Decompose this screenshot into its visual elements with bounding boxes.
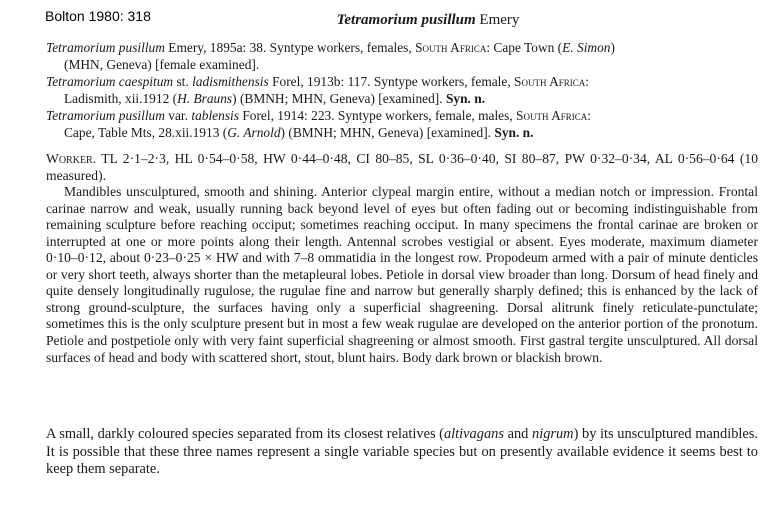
synonym-paren: ) [610, 40, 615, 55]
synonym-subname: tablensis [191, 108, 239, 123]
species-title [0, 12, 776, 29]
synonymy-mark: Syn. n. [494, 124, 534, 140]
synonym-locality-detail: : Cape Town ( [486, 40, 563, 55]
worker-measurements: . TL 2·1–2·3, HL 0·54–0·58, HW 0·44–0·48, CI 80–85, SL 0·36–0·40, SI 80–87, PW 0·32–0·34, AL 0·56–0·64 (10 measured). [46, 151, 758, 183]
worker-measurements-paragraph [46, 151, 758, 184]
synonym-depository: ) (BMNH; MHN, Geneva) [examined]. [280, 124, 495, 140]
synonym-locality-detail: Cape, Table Mts, 28.xii.1913 ( [64, 124, 228, 140]
species-author: Emery [479, 12, 520, 28]
synonym-rank: var. [164, 108, 192, 123]
synonym-citation: Forel, 1913b: 117. Syntype workers, female, [268, 74, 515, 89]
synonym-citation: Emery, 1895a: 38. Syntype workers, females, [164, 40, 416, 55]
synonym-name: Tetramorium caespitum [46, 74, 174, 89]
synonym-colon: : [587, 108, 591, 123]
synonym-depository: ) (BMNH; MHN, Geneva) [examined]. [232, 90, 446, 106]
diagnostic-remark [46, 426, 758, 479]
synonym-collector: E. Simon [562, 40, 611, 55]
worker-morphology: Mandibles unsculptured, smooth and shining. Anterior clypeal margin entire, without a median notch or impression. Frontal carinae narrow and weak, usually running back beyond level of eyes but often fading out or becoming indistinguishable from remaining sculpture before reaching occiput; sometimes reaching occiput. In many specimens the frontal carinae are broken or interrupted at one or more points along their length. Antennal scrobes vestigial or absent. Eyes moderate, maximum diameter 0·10–0·12, about 0·23–0·25 × HW and with 7–8 ommatidia in the longest row. Propodeum armed with a pair of minute denticles or very short teeth, always shorter than the metapleural lobes. Petiole in dorsal view broader than long. Dorsum of head finely and quite densely longitudinally rugulose, the rugulae fine and narrow but generally sharply defined; this is enhanced by the lack of strong ground-sculpture, the surfaces having only a superficial shagreening. Dorsal alitrunk finely reticulate-punctulate; sometimes this is the only sculpture present but in most a few weak rugulae are developed on the anterior portion of the pronotum. Petiole and postpetiole only with very faint superficial shagreening or almost smooth. First gastral tergite unsculptured. All dorsal surfaces of head and body with scattered short, stout, blunt hairs. Body dark brown or blackish brown. [46, 184, 758, 365]
synonym-name: Tetramorium pusillum [46, 108, 165, 123]
remark-text-start: A small, darkly coloured species separated from its closest relatives ( [46, 426, 444, 442]
synonym-detail [46, 91, 758, 108]
synonym-subname: ladismithensis [192, 74, 269, 89]
relative-species-2: nigrum [532, 426, 574, 442]
synonym-locality: South Africa [516, 108, 588, 123]
synonym-name: Tetramorium pusillum [46, 40, 165, 55]
synonym-rank: st. [173, 74, 193, 89]
synonym-citation: Forel, 1914: 223. Syntype workers, female, males, [238, 108, 517, 123]
synonym-detail [46, 125, 758, 142]
remark-text-end: ) by its unsculptured mandibles. It is possible that these three names represent a single variable species but on presently available evidence it seems best to keep them separate. [46, 426, 758, 477]
synonym-entry-1 [46, 40, 758, 73]
synonym-depository: (MHN, Geneva) [female examined]. [64, 56, 260, 72]
synonym-collector: G. Arnold [227, 124, 281, 140]
worker-description [46, 151, 758, 366]
synonym-locality: South Africa [415, 40, 487, 55]
synonym-locality-detail: Ladismith, xii.1912 ( [64, 90, 178, 106]
species-name: Tetramorium pusillum [336, 12, 476, 28]
synonymy-mark: Syn. n. [445, 90, 486, 106]
synonym-collector: H. Brauns [177, 90, 233, 106]
synonym-colon: : [585, 74, 590, 89]
synonym-locality: South Africa [514, 74, 586, 89]
synonym-entry-3 [46, 108, 758, 141]
worker-label: Worker [46, 151, 93, 166]
source-reference: Bolton 1980: 318 [45, 8, 151, 24]
synonym-entry-2 [46, 74, 758, 107]
relative-species-1: altivagans [443, 426, 504, 442]
remark-conjunction: and [503, 426, 532, 442]
